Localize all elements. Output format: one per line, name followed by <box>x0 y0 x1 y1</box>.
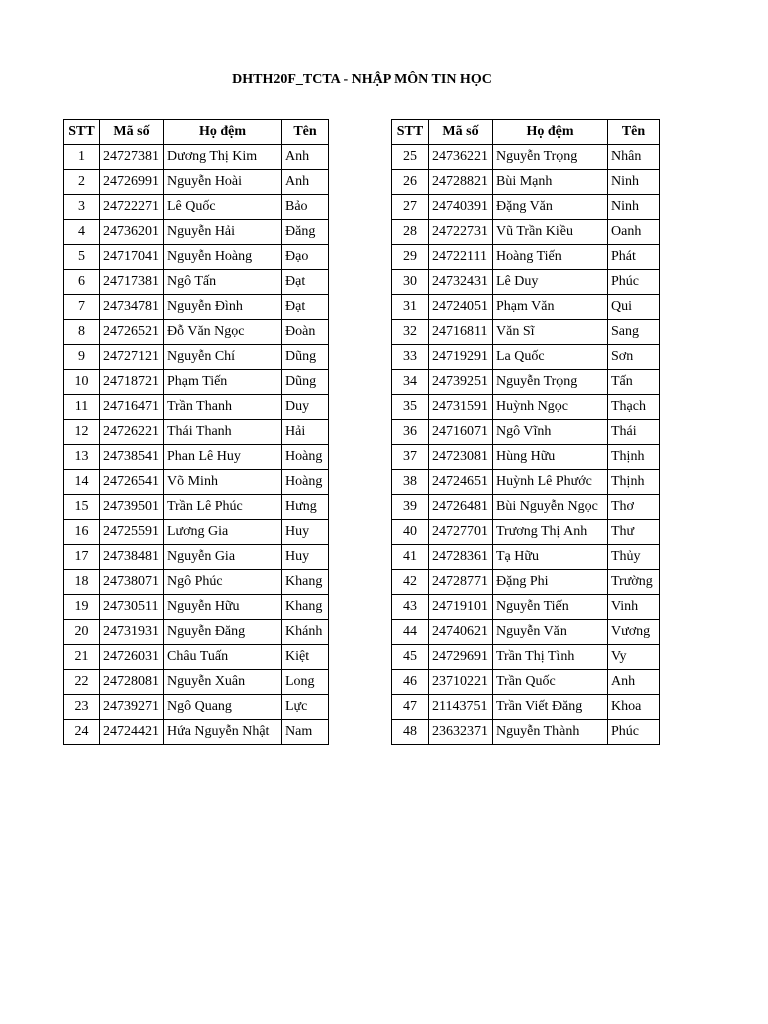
cell-middle-name: Võ Minh <box>164 470 282 495</box>
table-row <box>392 145 660 170</box>
cell-stt: 43 <box>392 595 429 620</box>
cell-stt: 3 <box>64 195 100 220</box>
cell-middle-name: Nguyễn Thành <box>493 720 608 745</box>
cell-middle-name: Ngô Phúc <box>164 570 282 595</box>
cell-stt: 5 <box>64 245 100 270</box>
page-title: DHTH20F_TCTA - NHẬP MÔN TIN HỌC <box>232 72 492 87</box>
cell-stt: 13 <box>64 445 100 470</box>
cell-stt: 42 <box>392 570 429 595</box>
cell-stt: 45 <box>392 645 429 670</box>
cell-first-name: Thơ <box>608 495 660 520</box>
table-row <box>64 345 329 370</box>
cell-first-name: Oanh <box>608 220 660 245</box>
table-row <box>392 345 660 370</box>
cell-first-name: Vinh <box>608 595 660 620</box>
cell-stt: 28 <box>392 220 429 245</box>
header-first-name: Tên <box>608 120 660 145</box>
cell-student-code: 24740621 <box>429 620 493 645</box>
table-row <box>64 445 329 470</box>
header-row <box>392 120 660 145</box>
table-row <box>64 470 329 495</box>
table-row <box>392 245 660 270</box>
cell-student-code: 24727121 <box>100 345 164 370</box>
cell-stt: 31 <box>392 295 429 320</box>
table-row <box>64 220 329 245</box>
cell-stt: 21 <box>64 645 100 670</box>
cell-stt: 12 <box>64 420 100 445</box>
cell-stt: 18 <box>64 570 100 595</box>
cell-student-code: 24724051 <box>429 295 493 320</box>
cell-middle-name: Nguyễn Trọng <box>493 370 608 395</box>
cell-middle-name: Ngô Quang <box>164 695 282 720</box>
cell-middle-name: Văn Sĩ <box>493 320 608 345</box>
cell-first-name: Lực <box>282 695 329 720</box>
cell-student-code: 24730511 <box>100 595 164 620</box>
cell-middle-name: Nguyễn Hữu <box>164 595 282 620</box>
table-row <box>392 595 660 620</box>
table-row <box>392 170 660 195</box>
cell-first-name: Ninh <box>608 170 660 195</box>
cell-student-code: 24719291 <box>429 345 493 370</box>
cell-first-name: Thịnh <box>608 445 660 470</box>
cell-student-code: 24726481 <box>429 495 493 520</box>
cell-student-code: 24724421 <box>100 720 164 745</box>
cell-middle-name: Hùng Hữu <box>493 445 608 470</box>
table-row <box>64 495 329 520</box>
cell-stt: 2 <box>64 170 100 195</box>
header-code: Mã số <box>100 120 164 145</box>
cell-middle-name: Ngô Tấn <box>164 270 282 295</box>
cell-first-name: Sang <box>608 320 660 345</box>
cell-student-code: 24728361 <box>429 545 493 570</box>
cell-student-code: 24719101 <box>429 595 493 620</box>
table-row <box>64 545 329 570</box>
cell-student-code: 24718721 <box>100 370 164 395</box>
cell-middle-name: Trần Lê Phúc <box>164 495 282 520</box>
table-row <box>392 420 660 445</box>
cell-student-code: 24738071 <box>100 570 164 595</box>
cell-student-code: 24731591 <box>429 395 493 420</box>
cell-first-name: Hoàng <box>282 470 329 495</box>
table-row <box>64 645 329 670</box>
cell-stt: 19 <box>64 595 100 620</box>
cell-student-code: 24739501 <box>100 495 164 520</box>
cell-student-code: 24722271 <box>100 195 164 220</box>
cell-middle-name: Nguyễn Đăng <box>164 620 282 645</box>
cell-first-name: Đoàn <box>282 320 329 345</box>
cell-student-code: 24727381 <box>100 145 164 170</box>
table-row <box>392 520 660 545</box>
cell-student-code: 24724651 <box>429 470 493 495</box>
cell-first-name: Đạt <box>282 270 329 295</box>
cell-stt: 14 <box>64 470 100 495</box>
cell-middle-name: Lương Gia <box>164 520 282 545</box>
cell-stt: 30 <box>392 270 429 295</box>
cell-student-code: 24716471 <box>100 395 164 420</box>
cell-first-name: Phúc <box>608 270 660 295</box>
table-row <box>64 420 329 445</box>
table-row <box>392 370 660 395</box>
cell-stt: 1 <box>64 145 100 170</box>
cell-middle-name: Huỳnh Ngọc <box>493 395 608 420</box>
cell-middle-name: Phan Lê Huy <box>164 445 282 470</box>
cell-stt: 20 <box>64 620 100 645</box>
roster-table-left <box>63 119 329 745</box>
cell-student-code: 24722111 <box>429 245 493 270</box>
cell-stt: 48 <box>392 720 429 745</box>
cell-middle-name: Phạm Tiến <box>164 370 282 395</box>
cell-middle-name: Hứa Nguyễn Nhật <box>164 720 282 745</box>
cell-first-name: Huy <box>282 545 329 570</box>
cell-stt: 17 <box>64 545 100 570</box>
cell-student-code: 24716071 <box>429 420 493 445</box>
table-row <box>392 195 660 220</box>
cell-first-name: Khang <box>282 570 329 595</box>
header-code: Mã số <box>429 120 493 145</box>
table-row <box>64 320 329 345</box>
cell-first-name: Thủy <box>608 545 660 570</box>
cell-middle-name: Thái Thanh <box>164 420 282 445</box>
cell-student-code: 24736201 <box>100 220 164 245</box>
header-middle-name: Họ đệm <box>493 120 608 145</box>
cell-first-name: Thư <box>608 520 660 545</box>
table-row <box>392 395 660 420</box>
cell-student-code: 24727701 <box>429 520 493 545</box>
cell-middle-name: Tạ Hữu <box>493 545 608 570</box>
cell-first-name: Vương <box>608 620 660 645</box>
cell-middle-name: Nguyễn Xuân <box>164 670 282 695</box>
cell-stt: 15 <box>64 495 100 520</box>
cell-first-name: Anh <box>608 670 660 695</box>
cell-stt: 26 <box>392 170 429 195</box>
cell-stt: 11 <box>64 395 100 420</box>
cell-stt: 34 <box>392 370 429 395</box>
cell-middle-name: Đặng Phi <box>493 570 608 595</box>
cell-first-name: Trường <box>608 570 660 595</box>
cell-first-name: Kiệt <box>282 645 329 670</box>
cell-first-name: Dũng <box>282 345 329 370</box>
cell-middle-name: Châu Tuấn <box>164 645 282 670</box>
table-row <box>392 645 660 670</box>
table-row <box>392 320 660 345</box>
cell-first-name: Đăng <box>282 220 329 245</box>
cell-stt: 37 <box>392 445 429 470</box>
cell-student-code: 24728771 <box>429 570 493 595</box>
cell-student-code: 24717041 <box>100 245 164 270</box>
cell-stt: 24 <box>64 720 100 745</box>
cell-student-code: 23710221 <box>429 670 493 695</box>
cell-student-code: 24736221 <box>429 145 493 170</box>
cell-student-code: 24717381 <box>100 270 164 295</box>
cell-stt: 16 <box>64 520 100 545</box>
table-row <box>392 545 660 570</box>
cell-first-name: Thạch <box>608 395 660 420</box>
cell-first-name: Hưng <box>282 495 329 520</box>
cell-first-name: Nhân <box>608 145 660 170</box>
table-row <box>64 370 329 395</box>
cell-first-name: Thái <box>608 420 660 445</box>
table-row <box>392 570 660 595</box>
cell-first-name: Hoàng <box>282 445 329 470</box>
cell-first-name: Đạo <box>282 245 329 270</box>
table-row <box>64 570 329 595</box>
cell-middle-name: Nguyễn Trọng <box>493 145 608 170</box>
cell-middle-name: Huỳnh Lê Phước <box>493 470 608 495</box>
cell-student-code: 24729691 <box>429 645 493 670</box>
cell-middle-name: Nguyễn Hải <box>164 220 282 245</box>
cell-middle-name: La Quốc <box>493 345 608 370</box>
cell-stt: 23 <box>64 695 100 720</box>
cell-student-code: 24731931 <box>100 620 164 645</box>
table-row <box>64 595 329 620</box>
cell-student-code: 24734781 <box>100 295 164 320</box>
cell-stt: 4 <box>64 220 100 245</box>
cell-student-code: 24738481 <box>100 545 164 570</box>
cell-student-code: 24726221 <box>100 420 164 445</box>
table-row <box>64 270 329 295</box>
roster-table-right <box>391 119 660 745</box>
cell-stt: 41 <box>392 545 429 570</box>
cell-stt: 32 <box>392 320 429 345</box>
cell-middle-name: Hoàng Tiến <box>493 245 608 270</box>
cell-student-code: 24723081 <box>429 445 493 470</box>
cell-middle-name: Vũ Trần Kiều <box>493 220 608 245</box>
cell-student-code: 23632371 <box>429 720 493 745</box>
table-row <box>392 620 660 645</box>
cell-stt: 44 <box>392 620 429 645</box>
cell-middle-name: Bùi Nguyễn Ngọc <box>493 495 608 520</box>
table-row <box>64 145 329 170</box>
cell-stt: 6 <box>64 270 100 295</box>
header-middle-name: Họ đệm <box>164 120 282 145</box>
table-row <box>392 670 660 695</box>
cell-middle-name: Nguyễn Gia <box>164 545 282 570</box>
table-row <box>64 670 329 695</box>
cell-first-name: Qui <box>608 295 660 320</box>
cell-first-name: Khoa <box>608 695 660 720</box>
cell-first-name: Anh <box>282 145 329 170</box>
cell-student-code: 24728821 <box>429 170 493 195</box>
table-row <box>64 395 329 420</box>
cell-middle-name: Lê Quốc <box>164 195 282 220</box>
cell-first-name: Long <box>282 670 329 695</box>
cell-first-name: Khánh <box>282 620 329 645</box>
cell-stt: 33 <box>392 345 429 370</box>
cell-first-name: Huy <box>282 520 329 545</box>
cell-middle-name: Nguyễn Tiến <box>493 595 608 620</box>
cell-stt: 36 <box>392 420 429 445</box>
cell-middle-name: Nguyễn Đình <box>164 295 282 320</box>
table-row <box>64 720 329 745</box>
table-row <box>64 695 329 720</box>
table-row <box>64 195 329 220</box>
cell-student-code: 24725591 <box>100 520 164 545</box>
cell-middle-name: Nguyễn Văn <box>493 620 608 645</box>
table-row <box>64 520 329 545</box>
cell-stt: 46 <box>392 670 429 695</box>
table-row <box>64 620 329 645</box>
table-row <box>392 470 660 495</box>
cell-student-code: 24739251 <box>429 370 493 395</box>
cell-middle-name: Nguyễn Hoàng <box>164 245 282 270</box>
cell-first-name: Vy <box>608 645 660 670</box>
cell-middle-name: Nguyễn Hoài <box>164 170 282 195</box>
cell-first-name: Thịnh <box>608 470 660 495</box>
cell-middle-name: Trần Thanh <box>164 395 282 420</box>
cell-student-code: 24738541 <box>100 445 164 470</box>
cell-student-code: 24726991 <box>100 170 164 195</box>
cell-first-name: Sơn <box>608 345 660 370</box>
cell-stt: 35 <box>392 395 429 420</box>
table-row <box>64 170 329 195</box>
cell-first-name: Nam <box>282 720 329 745</box>
cell-middle-name: Lê Duy <box>493 270 608 295</box>
cell-first-name: Khang <box>282 595 329 620</box>
cell-stt: 22 <box>64 670 100 695</box>
header-stt: STT <box>392 120 429 145</box>
cell-stt: 47 <box>392 695 429 720</box>
cell-stt: 8 <box>64 320 100 345</box>
cell-middle-name: Đặng Văn <box>493 195 608 220</box>
table-row <box>64 295 329 320</box>
cell-stt: 38 <box>392 470 429 495</box>
table-row <box>392 220 660 245</box>
cell-first-name: Anh <box>282 170 329 195</box>
cell-stt: 7 <box>64 295 100 320</box>
cell-middle-name: Trần Quốc <box>493 670 608 695</box>
header-row <box>64 120 329 145</box>
cell-middle-name: Trần Thị Tình <box>493 645 608 670</box>
cell-middle-name: Dương Thị Kim <box>164 145 282 170</box>
table-row <box>392 695 660 720</box>
cell-first-name: Tấn <box>608 370 660 395</box>
cell-first-name: Bảo <box>282 195 329 220</box>
cell-stt: 10 <box>64 370 100 395</box>
cell-first-name: Dũng <box>282 370 329 395</box>
table-row <box>392 495 660 520</box>
cell-stt: 40 <box>392 520 429 545</box>
cell-first-name: Đạt <box>282 295 329 320</box>
cell-student-code: 24726541 <box>100 470 164 495</box>
cell-student-code: 24726031 <box>100 645 164 670</box>
cell-student-code: 24728081 <box>100 670 164 695</box>
cell-middle-name: Trần Viết Đăng <box>493 695 608 720</box>
table-body-right <box>392 145 660 745</box>
table-row <box>392 295 660 320</box>
cell-middle-name: Ngô Vĩnh <box>493 420 608 445</box>
table-row <box>392 270 660 295</box>
cell-student-code: 21143751 <box>429 695 493 720</box>
cell-stt: 27 <box>392 195 429 220</box>
cell-student-code: 24726521 <box>100 320 164 345</box>
cell-stt: 9 <box>64 345 100 370</box>
table-row <box>392 720 660 745</box>
cell-first-name: Phát <box>608 245 660 270</box>
cell-student-code: 24739271 <box>100 695 164 720</box>
cell-stt: 39 <box>392 495 429 520</box>
cell-stt: 25 <box>392 145 429 170</box>
cell-first-name: Phúc <box>608 720 660 745</box>
cell-first-name: Ninh <box>608 195 660 220</box>
cell-student-code: 24740391 <box>429 195 493 220</box>
cell-student-code: 24722731 <box>429 220 493 245</box>
cell-middle-name: Đỗ Văn Ngọc <box>164 320 282 345</box>
cell-middle-name: Phạm Văn <box>493 295 608 320</box>
cell-first-name: Duy <box>282 395 329 420</box>
header-first-name: Tên <box>282 120 329 145</box>
cell-first-name: Hải <box>282 420 329 445</box>
cell-stt: 29 <box>392 245 429 270</box>
table-row <box>392 445 660 470</box>
cell-middle-name: Trương Thị Anh <box>493 520 608 545</box>
table-body-left <box>64 145 329 745</box>
cell-student-code: 24716811 <box>429 320 493 345</box>
cell-middle-name: Bùi Mạnh <box>493 170 608 195</box>
table-row <box>64 245 329 270</box>
cell-middle-name: Nguyễn Chí <box>164 345 282 370</box>
cell-student-code: 24732431 <box>429 270 493 295</box>
header-stt: STT <box>64 120 100 145</box>
